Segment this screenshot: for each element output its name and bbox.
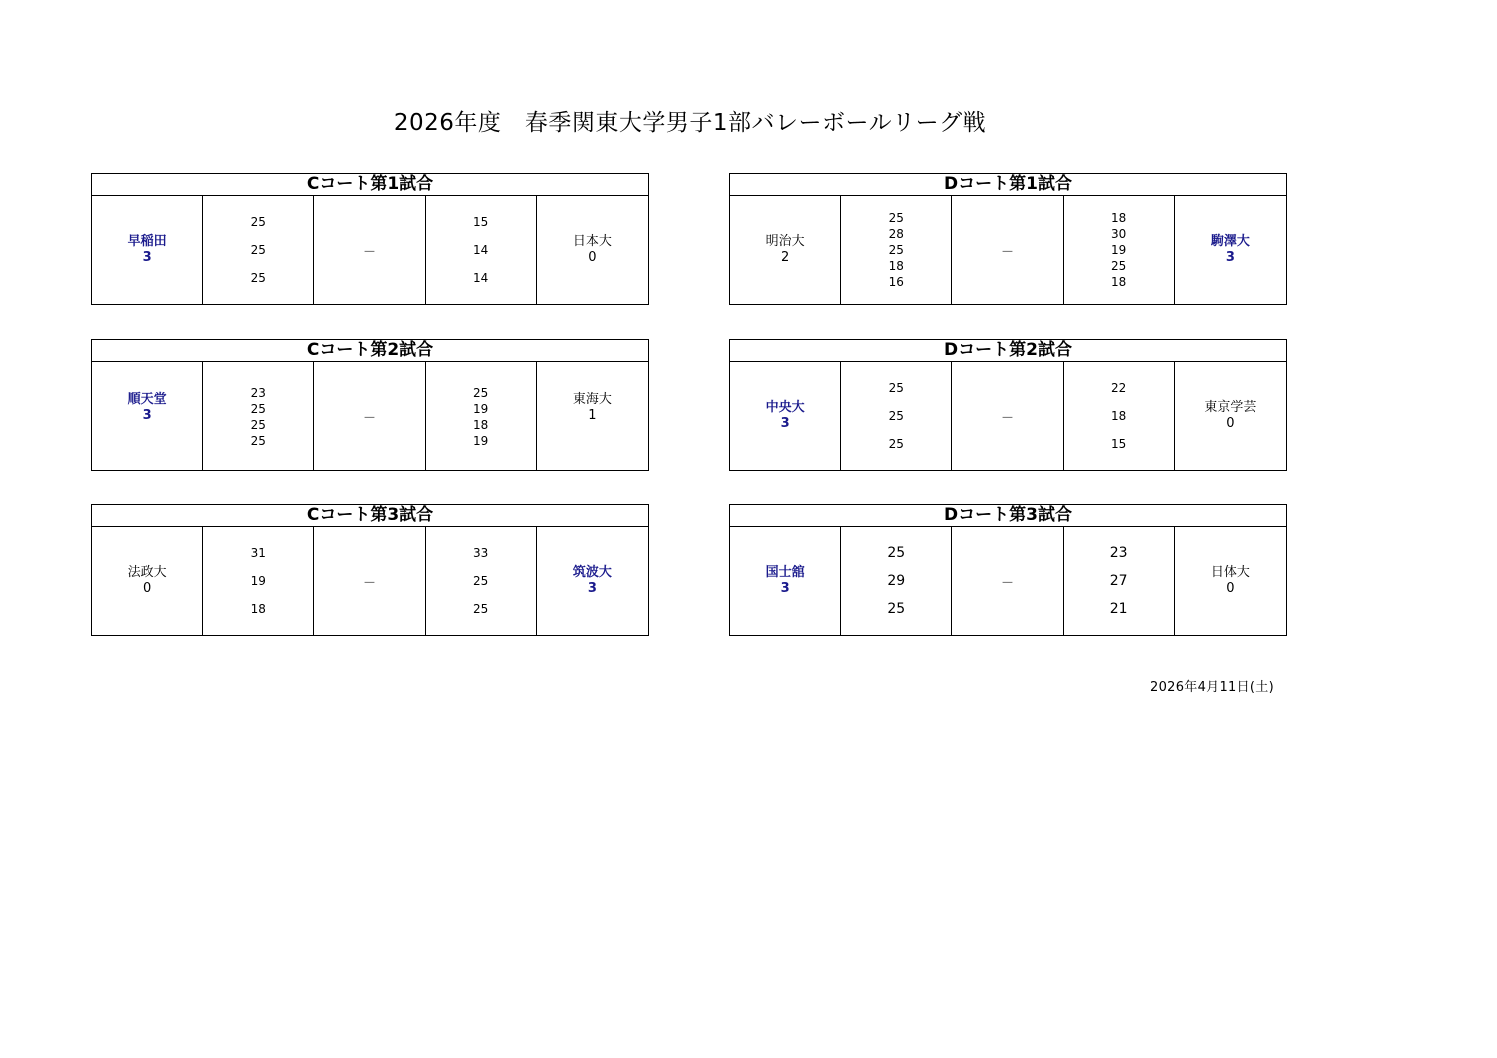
- match-d3: [729, 504, 1287, 636]
- score-list: [473, 362, 488, 470]
- left-set-scores: [203, 527, 314, 635]
- set-score: 25: [888, 437, 904, 451]
- set-score: 25: [250, 215, 266, 229]
- set-score: 25: [887, 545, 906, 561]
- set-score: 25: [250, 402, 266, 416]
- set-score: 25: [888, 211, 904, 225]
- set-score: 25: [250, 434, 266, 448]
- match-date: 2026年4月11日(土): [1150, 680, 1274, 695]
- separator-cell: [952, 527, 1063, 635]
- left-team: [730, 362, 841, 470]
- right-set-scores: [426, 527, 537, 635]
- right-team: [1175, 527, 1286, 635]
- left-set-scores: [203, 362, 314, 470]
- set-score: 28: [888, 227, 904, 241]
- dash: －: [1000, 575, 1014, 591]
- sets-won: 1: [588, 408, 597, 423]
- left-set-scores: [203, 196, 314, 304]
- sets-won: 3: [780, 416, 790, 431]
- team-name: 順天堂: [127, 392, 167, 407]
- score-list: [473, 196, 488, 304]
- match-heading: Dコート第3試合: [730, 505, 1286, 527]
- set-score: 19: [250, 574, 266, 588]
- team-name: 筑波大: [572, 565, 612, 580]
- set-score: 21: [1109, 601, 1128, 617]
- separator-cell: [314, 527, 425, 635]
- set-score: 19: [1111, 243, 1127, 257]
- dash: －: [362, 575, 376, 591]
- team-name: 日本大: [572, 234, 612, 249]
- set-score: 18: [1111, 275, 1127, 289]
- sets-won: 0: [1226, 416, 1235, 431]
- team-name: 東海大: [572, 392, 612, 407]
- set-score: 27: [1109, 573, 1128, 589]
- match-heading: Cコート第2試合: [92, 340, 648, 362]
- court-d-panel: [729, 173, 1287, 637]
- score-list: [251, 362, 266, 470]
- sets-won: 0: [588, 250, 597, 265]
- match-d2: [729, 339, 1287, 471]
- sets-won: 2: [780, 250, 790, 265]
- set-score: 18: [888, 259, 904, 273]
- right-team: [537, 527, 648, 635]
- left-set-scores: [841, 527, 952, 635]
- left-team: [92, 527, 203, 635]
- right-team: [537, 362, 648, 470]
- right-team: [1175, 362, 1286, 470]
- sets-won: 0: [1226, 581, 1235, 596]
- match-heading: Cコート第1試合: [92, 174, 648, 196]
- match-c2: [91, 339, 649, 471]
- score-list: [1110, 527, 1128, 635]
- set-score: 15: [1111, 437, 1127, 451]
- set-score: 33: [473, 546, 489, 560]
- set-score: 14: [473, 271, 489, 285]
- right-set-scores: [426, 362, 537, 470]
- set-score: 25: [888, 381, 904, 395]
- set-score: 31: [250, 546, 266, 560]
- separator-cell: [952, 196, 1063, 304]
- court-c-panel: [91, 173, 649, 637]
- set-score: 25: [473, 574, 489, 588]
- set-score: 30: [1111, 227, 1127, 241]
- team-name: 駒澤大: [1210, 234, 1250, 249]
- left-team: [730, 196, 841, 304]
- score-list: [1111, 362, 1126, 470]
- left-team: [92, 362, 203, 470]
- set-score: 19: [473, 434, 489, 448]
- set-score: 25: [250, 243, 266, 257]
- score-list: [251, 527, 266, 635]
- set-score: 25: [473, 386, 489, 400]
- match-c1: [91, 173, 649, 305]
- team-name: 東京学芸: [1204, 400, 1257, 415]
- match-c3: [91, 504, 649, 636]
- sets-won: 3: [780, 581, 790, 596]
- set-score: 25: [250, 271, 266, 285]
- set-score: 25: [1111, 259, 1127, 273]
- left-team: [730, 527, 841, 635]
- left-set-scores: [841, 196, 952, 304]
- dash: －: [1000, 244, 1014, 260]
- set-score: 15: [473, 215, 489, 229]
- right-team: [1175, 196, 1286, 304]
- sets-won: 3: [1225, 250, 1235, 265]
- sets-won: 3: [142, 250, 152, 265]
- dash: －: [1000, 410, 1014, 426]
- match-heading: Dコート第2試合: [730, 340, 1286, 362]
- set-score: 18: [250, 602, 266, 616]
- score-list: [889, 362, 904, 470]
- score-list: [251, 196, 266, 304]
- set-score: 25: [888, 243, 904, 257]
- right-set-scores: [1064, 196, 1175, 304]
- set-score: 25: [888, 409, 904, 423]
- right-set-scores: [1064, 362, 1175, 470]
- set-score: 23: [1109, 545, 1128, 561]
- set-score: 25: [473, 602, 489, 616]
- separator-cell: [952, 362, 1063, 470]
- set-score: 18: [1111, 409, 1127, 423]
- team-name: 早稲田: [127, 234, 167, 249]
- match-heading: Cコート第3試合: [92, 505, 648, 527]
- set-score: 16: [888, 275, 904, 289]
- set-score: 22: [1111, 381, 1127, 395]
- separator-cell: [314, 362, 425, 470]
- match-heading: Dコート第1試合: [730, 174, 1286, 196]
- team-name: 日体大: [1210, 565, 1250, 580]
- team-name: 中央大: [765, 400, 805, 415]
- score-list: [1111, 196, 1126, 304]
- score-list: [887, 527, 905, 635]
- set-score: 18: [473, 418, 489, 432]
- page-title: 2026年度 春季関東大学男子1部バレーボールリーグ戦: [393, 110, 987, 136]
- team-name: 法政大: [127, 565, 167, 580]
- set-score: 14: [473, 243, 489, 257]
- dash: －: [362, 244, 376, 260]
- left-team: [92, 196, 203, 304]
- team-name: 国士舘: [765, 565, 805, 580]
- set-score: 19: [473, 402, 489, 416]
- team-name: 明治大: [765, 234, 805, 249]
- set-score: 29: [887, 573, 906, 589]
- set-score: 18: [1111, 211, 1127, 225]
- set-score: 25: [250, 418, 266, 432]
- dash: －: [362, 410, 376, 426]
- right-set-scores: [1064, 527, 1175, 635]
- set-score: 25: [887, 601, 906, 617]
- score-list: [889, 196, 904, 304]
- match-d1: [729, 173, 1287, 305]
- right-team: [537, 196, 648, 304]
- sets-won: 3: [142, 408, 152, 423]
- sets-won: 0: [142, 581, 152, 596]
- separator-cell: [314, 196, 425, 304]
- sets-won: 3: [587, 581, 597, 596]
- right-set-scores: [426, 196, 537, 304]
- score-list: [473, 527, 488, 635]
- left-set-scores: [841, 362, 952, 470]
- set-score: 23: [250, 386, 266, 400]
